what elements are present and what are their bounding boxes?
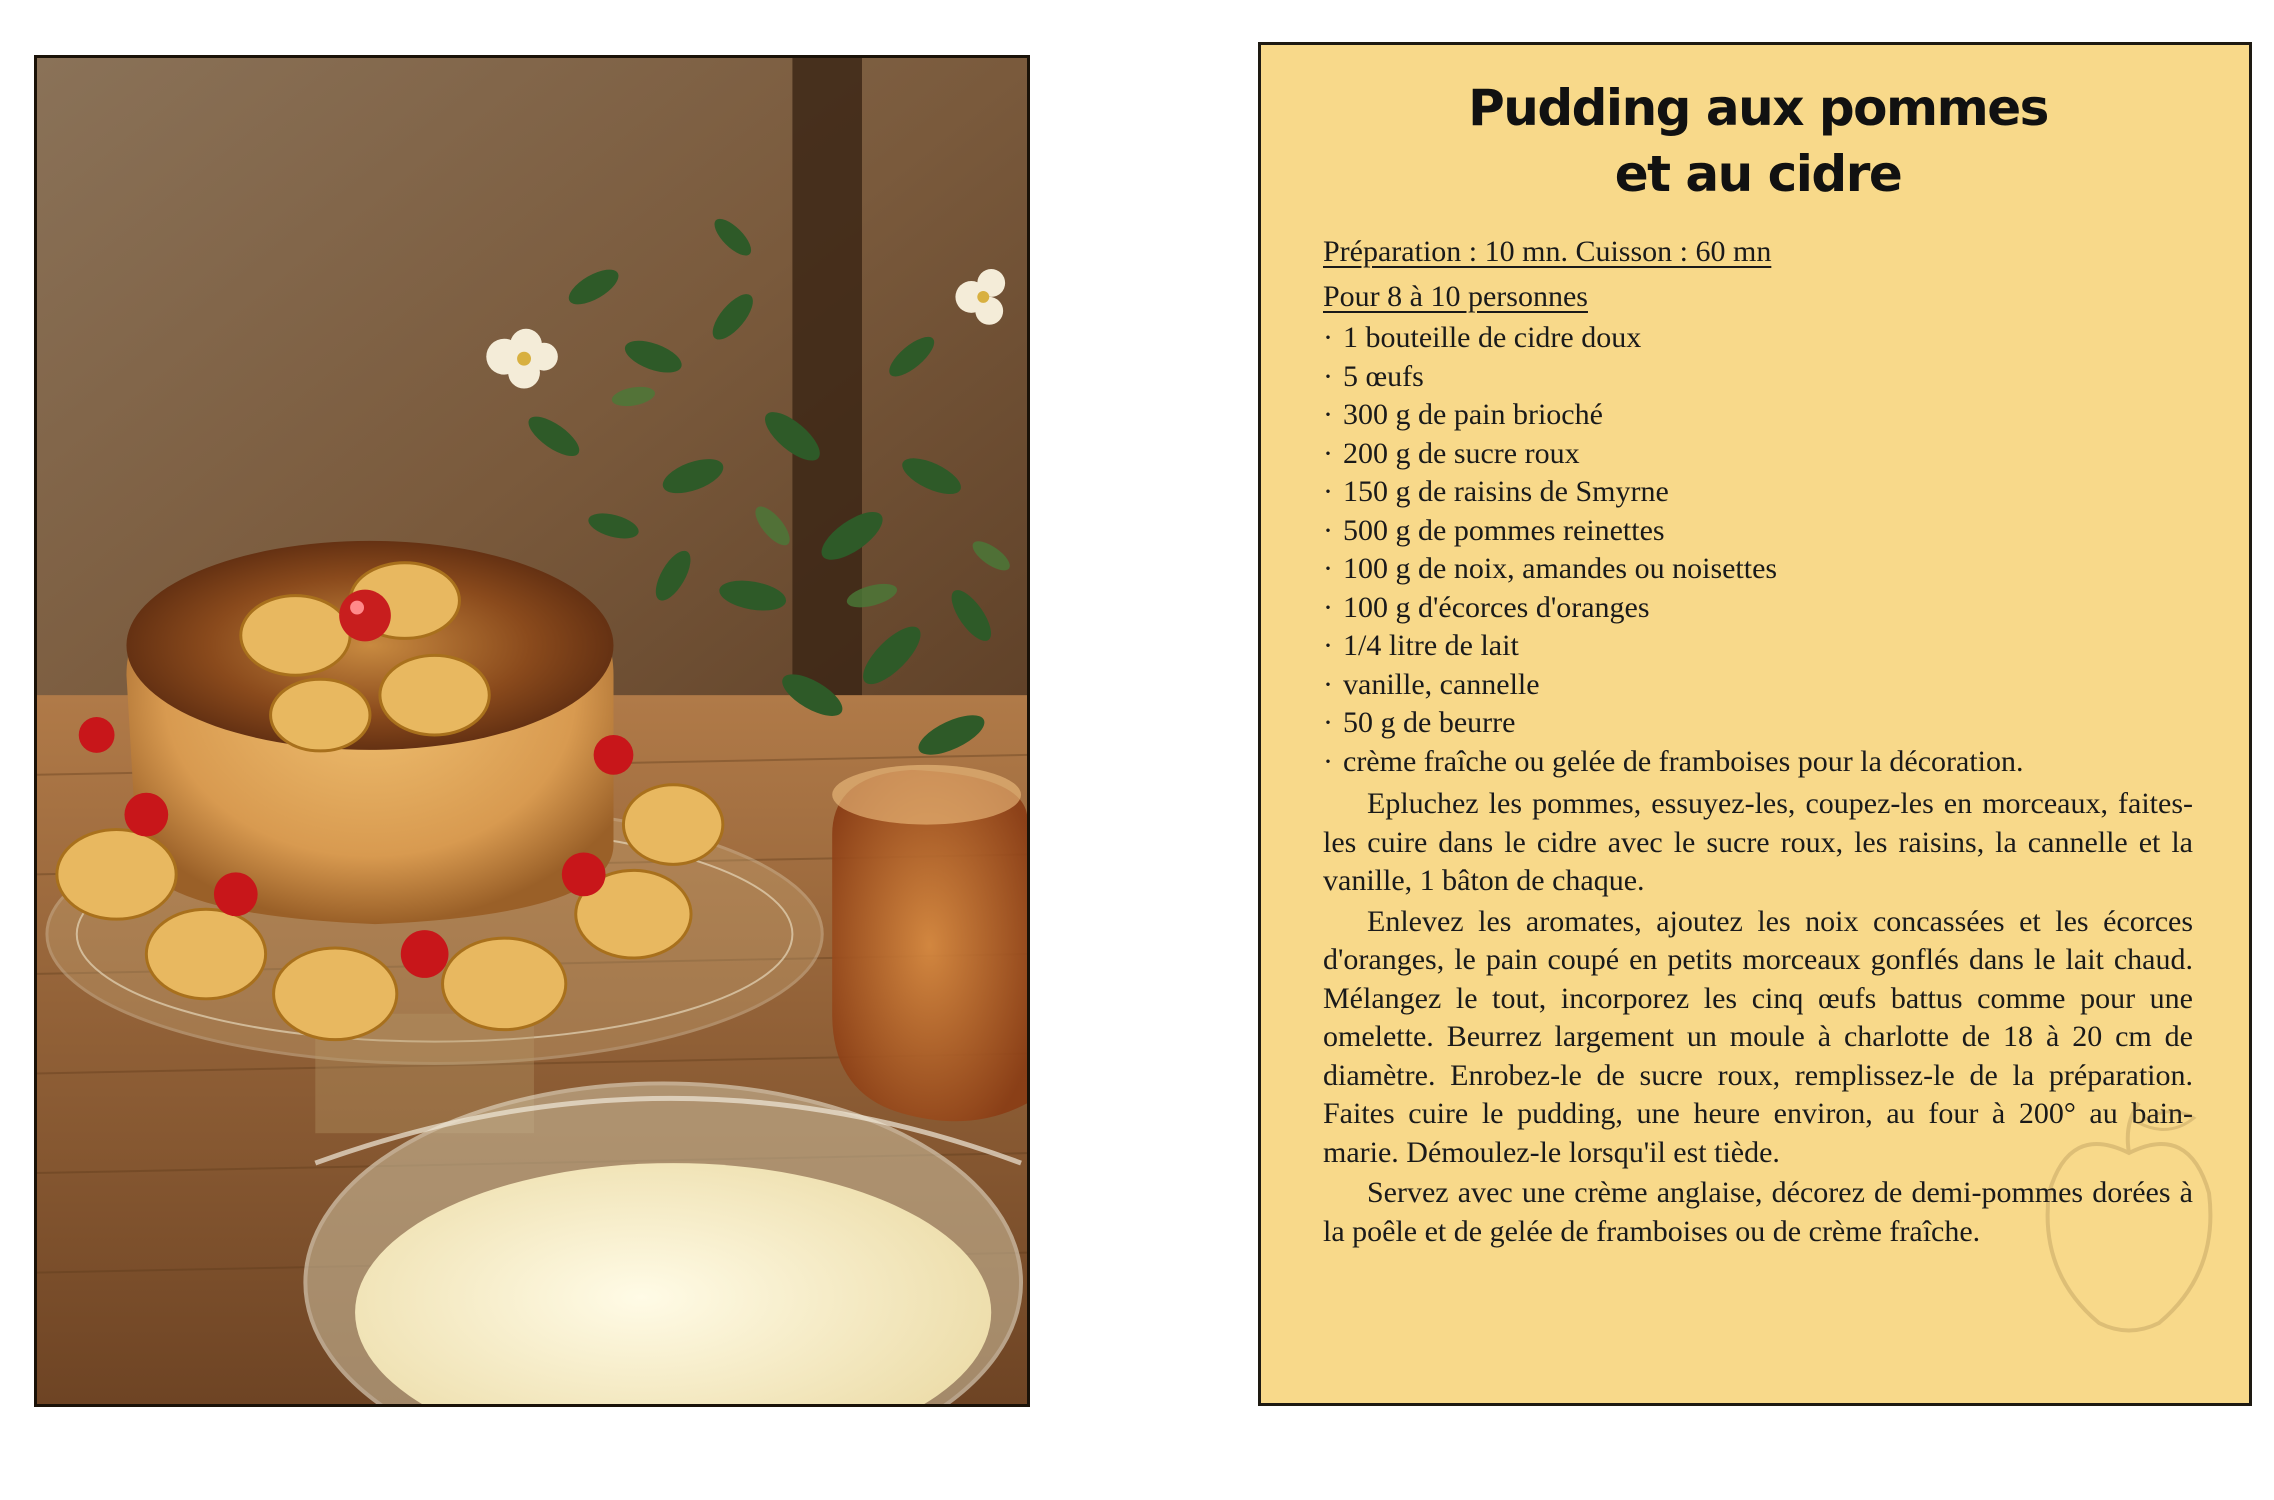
ingredient-item: · vanille, cannelle xyxy=(1323,666,2193,705)
recipe-meta xyxy=(1323,229,2193,319)
ingredient-item: · 5 œufs xyxy=(1323,358,2193,397)
recipe-title xyxy=(1323,75,2193,207)
recipe-step: Servez avec une crème anglaise, décorez de demi-pommes dorées à la poêle et de gelée de framboises ou de crème fraîche. xyxy=(1323,1176,2193,1248)
pudding-photo xyxy=(34,55,1030,1407)
apple-sketch-icon xyxy=(2029,1083,2229,1343)
ingredient-item: · 500 g de pommes reinettes xyxy=(1323,512,2193,551)
ingredient-item: · 100 g de noix, amandes ou noisettes xyxy=(1323,550,2193,589)
ingredient-item: · 300 g de pain brioché xyxy=(1323,396,2193,435)
recipe-title-line-2: et au cidre xyxy=(1614,145,1902,203)
recipe-step: Epluchez les pommes, essuyez-les, coupez-les en morceaux, faites-les cuire dans le cidre avec le sucre roux, les raisins, la cannelle et la vanille, 1 bâton de chaque. xyxy=(1323,787,2193,897)
ingredient-item: · 150 g de raisins de Smyrne xyxy=(1323,473,2193,512)
ingredient-item: · 1/4 litre de lait xyxy=(1323,627,2193,666)
pudding-photo-illustration xyxy=(37,58,1027,1404)
recipe-step: Enlevez les aromates, ajoutez les noix concassées et les écorces d'oranges, le pain coupé en petits morceaux gonflés dans le lait chaud. Mélangez le tout, incorporez les cinq œufs battus comme pour une omelette. Beurrez largement un moule à charlotte de 18 à 20 cm de diamètre. Enrobez-le de sucre roux, remplissez-le de la préparation. Faites cuire le pudding, une heure environ, au four à 200° au bain-marie. Démoulez-le lorsqu'il est tiède. xyxy=(1323,904,2193,1169)
ingredient-item: · 200 g de sucre roux xyxy=(1323,435,2193,474)
ingredient-item: · 50 g de beurre xyxy=(1323,704,2193,743)
preparation-time: Préparation : 10 mn. Cuisson : 60 mn xyxy=(1323,235,1772,268)
ingredient-item: · 1 bouteille de cidre doux xyxy=(1323,319,2193,358)
ingredient-item: · 100 g d'écorces d'oranges xyxy=(1323,589,2193,628)
recipe-title-line-1: Pudding aux pommes xyxy=(1468,79,2048,137)
servings: Pour 8 à 10 personnes xyxy=(1323,280,1588,313)
recipe-card xyxy=(1258,42,2252,1406)
recipe-content xyxy=(1323,75,2193,1251)
ingredient-list xyxy=(1323,319,2193,781)
ingredient-item: · crème fraîche ou gelée de framboises pour la décoration. xyxy=(1323,743,2193,782)
